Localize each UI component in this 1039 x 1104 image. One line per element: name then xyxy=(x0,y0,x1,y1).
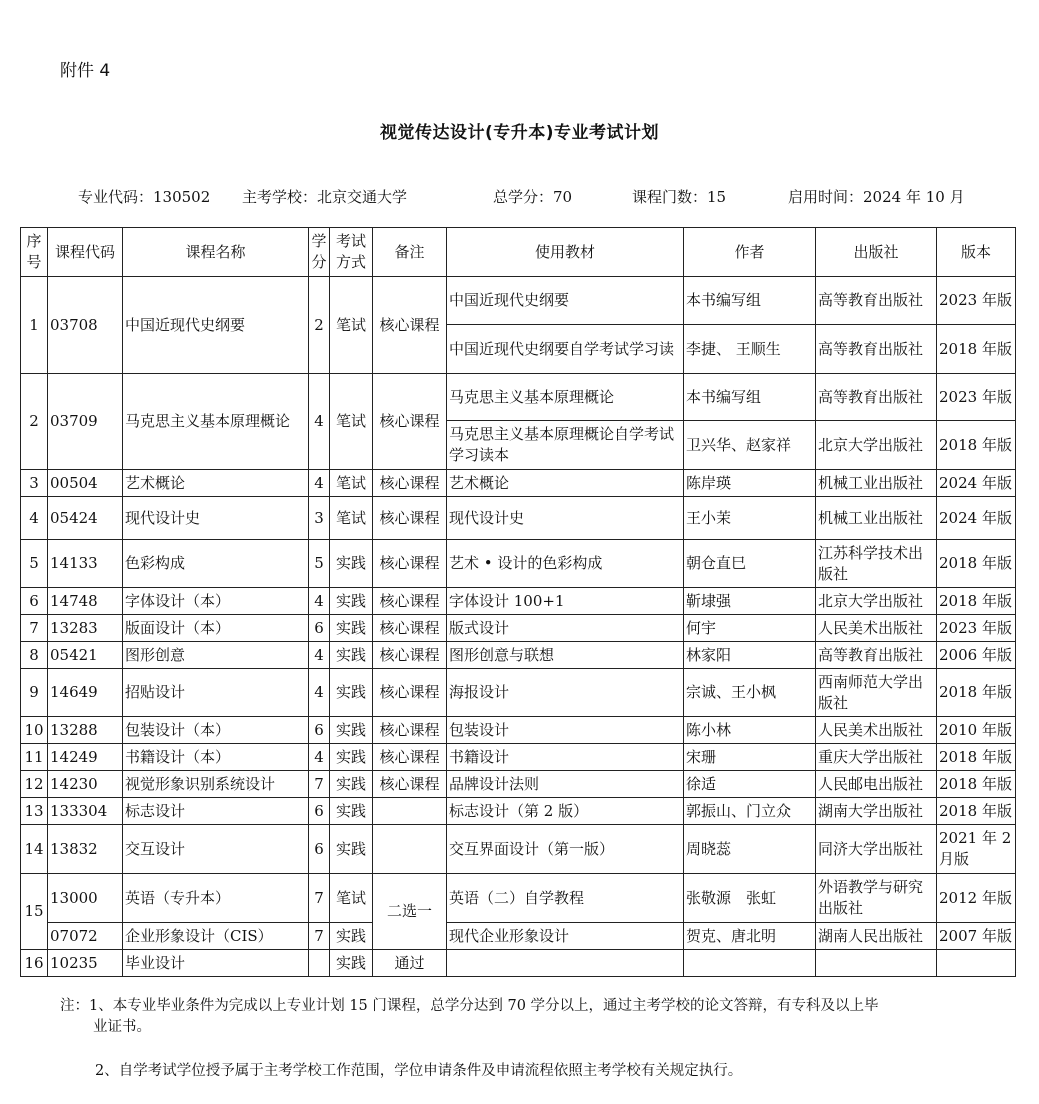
cell-code: 05424 xyxy=(48,497,123,540)
table-row xyxy=(21,798,1016,825)
cell-edition: 2021 年 2 月版 xyxy=(937,825,1016,874)
cell-code: 13288 xyxy=(48,717,123,744)
cell-name: 现代设计史 xyxy=(123,497,309,540)
cell-publisher: 北京大学出版社 xyxy=(816,421,937,470)
note-1-text: 注：1、本专业毕业条件为完成以上专业计划 15 门课程，总学分达到 70 学分以上，通过主考学校的论文答辩，有专科及以上毕 xyxy=(60,998,879,1014)
cell-author: 本书编写组 xyxy=(684,374,816,421)
cell-name: 马克思主义基本原理概论 xyxy=(123,374,309,470)
cell-edition: 2006 年版 xyxy=(937,642,1016,669)
cell-exam: 笔试 xyxy=(330,277,373,374)
cell-exam: 实践 xyxy=(330,669,373,717)
cell-publisher xyxy=(816,950,937,977)
cell-author: 朝仓直巳 xyxy=(684,540,816,588)
cell-credit xyxy=(309,950,330,977)
table-row xyxy=(21,497,1016,540)
cell-author: 靳埭强 xyxy=(684,588,816,615)
cell-author: 周晓蕊 xyxy=(684,825,816,874)
cell-book: 标志设计（第 2 版） xyxy=(447,798,684,825)
cell-code: 133304 xyxy=(48,798,123,825)
cell-no: 8 xyxy=(21,642,48,669)
document-title: 视觉传达设计(专升本)专业考试计划 xyxy=(379,123,660,143)
cell-credit: 6 xyxy=(309,615,330,642)
cell-book: 图形创意与联想 xyxy=(447,642,684,669)
cell-edition: 2012 年版 xyxy=(937,874,1016,923)
cell-code: 14649 xyxy=(48,669,123,717)
cell-remark: 二选一 xyxy=(373,874,447,950)
cell-publisher: 重庆大学出版社 xyxy=(816,744,937,771)
cell-book: 交互界面设计（第一版） xyxy=(447,825,684,874)
cell-book: 马克思主义基本原理概论自学考试学习读本 xyxy=(447,421,684,470)
total-credits: 总学分：70 xyxy=(493,188,573,206)
cell-code: 14748 xyxy=(48,588,123,615)
cell-book: 艺术 • 设计的色彩构成 xyxy=(447,540,684,588)
cell-credit: 2 xyxy=(309,277,330,374)
cell-edition: 2010 年版 xyxy=(937,717,1016,744)
cell-name: 交互设计 xyxy=(123,825,309,874)
cell-code: 14133 xyxy=(48,540,123,588)
cell-no: 3 xyxy=(21,470,48,497)
cell-credit: 6 xyxy=(309,825,330,874)
cell-publisher: 机械工业出版社 xyxy=(816,497,937,540)
cell-book: 版式设计 xyxy=(447,615,684,642)
header-book: 使用教材 xyxy=(447,228,684,277)
cell-credit: 4 xyxy=(309,374,330,470)
cell-credit: 6 xyxy=(309,717,330,744)
cell-edition: 2018 年版 xyxy=(937,771,1016,798)
cell-code: 10235 xyxy=(48,950,123,977)
table-row xyxy=(21,588,1016,615)
cell-code: 14249 xyxy=(48,744,123,771)
cell-edition: 2018 年版 xyxy=(937,588,1016,615)
cell-remark: 核心课程 xyxy=(373,642,447,669)
cell-edition: 2023 年版 xyxy=(937,615,1016,642)
cell-publisher: 高等教育出版社 xyxy=(816,277,937,325)
cell-name: 标志设计 xyxy=(123,798,309,825)
cell-publisher: 高等教育出版社 xyxy=(816,325,937,374)
table-row xyxy=(21,950,1016,977)
table-row xyxy=(21,642,1016,669)
cell-edition: 2007 年版 xyxy=(937,923,1016,950)
cell-remark: 核心课程 xyxy=(373,470,447,497)
table-row xyxy=(21,374,1016,421)
cell-code: 03709 xyxy=(48,374,123,470)
cell-no: 2 xyxy=(21,374,48,470)
cell-edition: 2018 年版 xyxy=(937,325,1016,374)
cell-edition: 2024 年版 xyxy=(937,470,1016,497)
cell-remark xyxy=(373,798,447,825)
cell-credit: 3 xyxy=(309,497,330,540)
cell-exam: 实践 xyxy=(330,771,373,798)
course-count: 课程门数：15 xyxy=(632,188,727,206)
cell-edition: 2018 年版 xyxy=(937,421,1016,470)
cell-book: 品牌设计法则 xyxy=(447,771,684,798)
table-row xyxy=(21,825,1016,874)
cell-credit: 4 xyxy=(309,588,330,615)
cell-exam: 实践 xyxy=(330,798,373,825)
cell-author: 卫兴华、赵家祥 xyxy=(684,421,816,470)
cell-exam: 笔试 xyxy=(330,497,373,540)
cell-credit: 4 xyxy=(309,669,330,717)
cell-no: 10 xyxy=(21,717,48,744)
table-row xyxy=(21,744,1016,771)
cell-remark: 核心课程 xyxy=(373,497,447,540)
table-row xyxy=(21,615,1016,642)
cell-code: 13832 xyxy=(48,825,123,874)
cell-code: 03708 xyxy=(48,277,123,374)
table-row xyxy=(21,277,1016,325)
cell-name: 艺术概论 xyxy=(123,470,309,497)
start-date: 启用时间：2024 年 10 月 xyxy=(788,188,965,206)
cell-code: 00504 xyxy=(48,470,123,497)
cell-remark: 核心课程 xyxy=(373,277,447,374)
cell-name: 中国近现代史纲要 xyxy=(123,277,309,374)
header-name: 课程名称 xyxy=(123,228,309,277)
note-2: 2、自学考试学位授予属于主考学校工作范围，学位申请条件及申请流程依照主考学校有关规定执行。 xyxy=(95,1063,743,1079)
cell-name: 毕业设计 xyxy=(123,950,309,977)
header-remark: 备注 xyxy=(373,228,447,277)
cell-book: 书籍设计 xyxy=(447,744,684,771)
cell-credit: 4 xyxy=(309,470,330,497)
cell-exam: 笔试 xyxy=(330,374,373,470)
cell-exam: 实践 xyxy=(330,950,373,977)
cell-no: 4 xyxy=(21,497,48,540)
cell-edition: 2023 年版 xyxy=(937,277,1016,325)
cell-author: 宗诚、王小枫 xyxy=(684,669,816,717)
cell-publisher: 高等教育出版社 xyxy=(816,642,937,669)
cell-remark: 核心课程 xyxy=(373,771,447,798)
cell-book: 中国近现代史纲要自学考试学习读 xyxy=(447,325,684,374)
cell-publisher: 江苏科学技术出版社 xyxy=(816,540,937,588)
cell-remark: 核心课程 xyxy=(373,669,447,717)
table-row xyxy=(21,923,1016,950)
cell-book: 字体设计 100+1 xyxy=(447,588,684,615)
cell-exam: 实践 xyxy=(330,923,373,950)
cell-publisher: 人民美术出版社 xyxy=(816,615,937,642)
cell-edition: 2018 年版 xyxy=(937,669,1016,717)
cell-publisher: 同济大学出版社 xyxy=(816,825,937,874)
cell-book: 艺术概论 xyxy=(447,470,684,497)
cell-author: 林家阳 xyxy=(684,642,816,669)
cell-no: 6 xyxy=(21,588,48,615)
cell-author: 徐适 xyxy=(684,771,816,798)
cell-code: 13000 xyxy=(48,874,123,923)
cell-remark: 核心课程 xyxy=(373,717,447,744)
header-author: 作者 xyxy=(684,228,816,277)
note-1 xyxy=(60,996,990,1038)
cell-publisher: 西南师范大学出版社 xyxy=(816,669,937,717)
cell-edition xyxy=(937,950,1016,977)
cell-book: 海报设计 xyxy=(447,669,684,717)
cell-book: 中国近现代史纲要 xyxy=(447,277,684,325)
cell-author: 何宇 xyxy=(684,615,816,642)
cell-publisher: 外语教学与研究出版社 xyxy=(816,874,937,923)
cell-author: 王小茉 xyxy=(684,497,816,540)
cell-credit: 7 xyxy=(309,874,330,923)
cell-name: 字体设计（本） xyxy=(123,588,309,615)
cell-publisher: 人民邮电出版社 xyxy=(816,771,937,798)
cell-author: 宋珊 xyxy=(684,744,816,771)
table-row xyxy=(21,669,1016,717)
cell-credit: 4 xyxy=(309,744,330,771)
cell-edition: 2023 年版 xyxy=(937,374,1016,421)
cell-credit: 7 xyxy=(309,923,330,950)
cell-publisher: 机械工业出版社 xyxy=(816,470,937,497)
table-row xyxy=(21,470,1016,497)
cell-publisher: 人民美术出版社 xyxy=(816,717,937,744)
cell-exam: 实践 xyxy=(330,717,373,744)
cell-book xyxy=(447,950,684,977)
cell-author xyxy=(684,950,816,977)
cell-edition: 2018 年版 xyxy=(937,744,1016,771)
cell-edition: 2024 年版 xyxy=(937,497,1016,540)
cell-credit: 6 xyxy=(309,798,330,825)
cell-edition: 2018 年版 xyxy=(937,540,1016,588)
cell-name: 色彩构成 xyxy=(123,540,309,588)
cell-no: 12 xyxy=(21,771,48,798)
cell-author: 陈小林 xyxy=(684,717,816,744)
cell-no: 14 xyxy=(21,825,48,874)
header-code: 课程代码 xyxy=(48,228,123,277)
cell-remark: 核心课程 xyxy=(373,615,447,642)
cell-publisher: 湖南人民出版社 xyxy=(816,923,937,950)
cell-book: 包装设计 xyxy=(447,717,684,744)
cell-credit: 4 xyxy=(309,642,330,669)
cell-remark: 通过 xyxy=(373,950,447,977)
cell-name: 视觉形象识别系统设计 xyxy=(123,771,309,798)
cell-code: 13283 xyxy=(48,615,123,642)
cell-author: 郭振山、门立众 xyxy=(684,798,816,825)
header-no: 序 号 xyxy=(21,228,48,277)
cell-book: 马克思主义基本原理概论 xyxy=(447,374,684,421)
header-exam: 考试 方式 xyxy=(330,228,373,277)
cell-exam: 笔试 xyxy=(330,470,373,497)
header-credit: 学 分 xyxy=(309,228,330,277)
cell-code: 05421 xyxy=(48,642,123,669)
header-edition: 版本 xyxy=(937,228,1016,277)
cell-remark: 核心课程 xyxy=(373,540,447,588)
cell-no: 16 xyxy=(21,950,48,977)
cell-name: 招贴设计 xyxy=(123,669,309,717)
cell-author: 贺克、唐北明 xyxy=(684,923,816,950)
note-1-continuation: 业证书。 xyxy=(93,1019,151,1035)
cell-book: 现代企业形象设计 xyxy=(447,923,684,950)
table-row xyxy=(21,771,1016,798)
exam-plan-table xyxy=(20,227,1016,977)
header-publisher: 出版社 xyxy=(816,228,937,277)
cell-exam: 实践 xyxy=(330,588,373,615)
cell-no: 11 xyxy=(21,744,48,771)
cell-author: 张敬源 张虹 xyxy=(684,874,816,923)
attachment-label: 附件 4 xyxy=(60,61,111,81)
cell-no: 15 xyxy=(21,874,48,950)
table-row xyxy=(21,540,1016,588)
cell-exam: 实践 xyxy=(330,615,373,642)
cell-publisher: 北京大学出版社 xyxy=(816,588,937,615)
cell-name: 版面设计（本） xyxy=(123,615,309,642)
cell-exam: 实践 xyxy=(330,642,373,669)
cell-no: 1 xyxy=(21,277,48,374)
cell-publisher: 高等教育出版社 xyxy=(816,374,937,421)
cell-exam: 笔试 xyxy=(330,874,373,923)
cell-exam: 实践 xyxy=(330,825,373,874)
major-code: 专业代码：130502 xyxy=(78,188,211,206)
cell-book: 英语（二）自学教程 xyxy=(447,874,684,923)
cell-remark: 核心课程 xyxy=(373,374,447,470)
cell-no: 9 xyxy=(21,669,48,717)
cell-name: 英语（专升本） xyxy=(123,874,309,923)
cell-remark: 核心课程 xyxy=(373,588,447,615)
cell-code: 07072 xyxy=(48,923,123,950)
cell-author: 本书编写组 xyxy=(684,277,816,325)
cell-name: 包装设计（本） xyxy=(123,717,309,744)
cell-publisher: 湖南大学出版社 xyxy=(816,798,937,825)
exam-school: 主考学校：北京交通大学 xyxy=(242,188,408,206)
cell-remark: 核心课程 xyxy=(373,744,447,771)
cell-code: 14230 xyxy=(48,771,123,798)
cell-credit: 7 xyxy=(309,771,330,798)
cell-credit: 5 xyxy=(309,540,330,588)
cell-no: 7 xyxy=(21,615,48,642)
table-row xyxy=(21,874,1016,923)
cell-name: 图形创意 xyxy=(123,642,309,669)
cell-author: 李捷、 王顺生 xyxy=(684,325,816,374)
cell-book: 现代设计史 xyxy=(447,497,684,540)
cell-edition: 2018 年版 xyxy=(937,798,1016,825)
cell-no: 13 xyxy=(21,798,48,825)
table-row xyxy=(21,717,1016,744)
cell-exam: 实践 xyxy=(330,744,373,771)
cell-author: 陈岸瑛 xyxy=(684,470,816,497)
cell-name: 企业形象设计（CIS） xyxy=(123,923,309,950)
cell-exam: 实践 xyxy=(330,540,373,588)
cell-no: 5 xyxy=(21,540,48,588)
cell-name: 书籍设计（本） xyxy=(123,744,309,771)
cell-remark xyxy=(373,825,447,874)
table-header-row xyxy=(21,228,1016,277)
